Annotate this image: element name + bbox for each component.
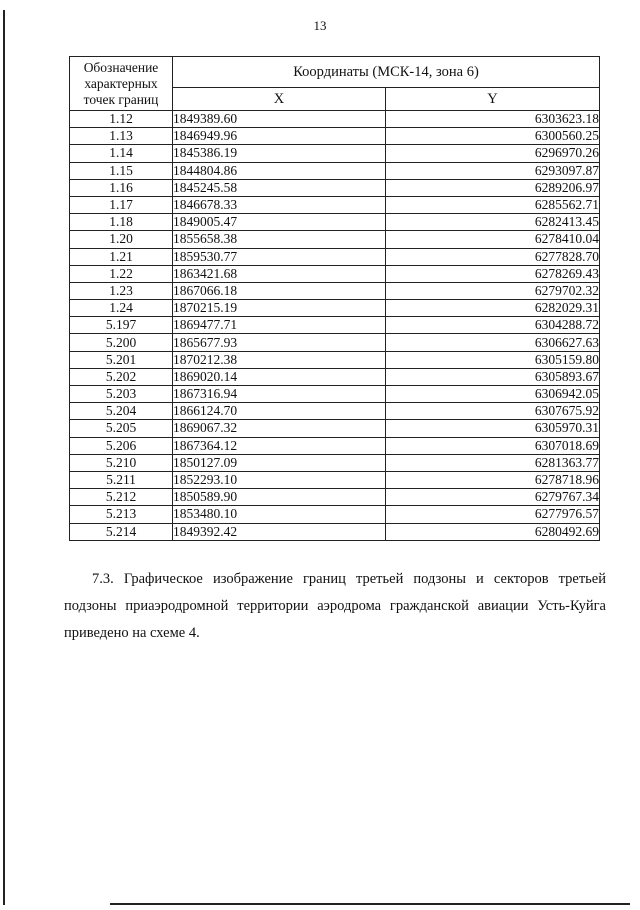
point-id-cell: 1.17 — [70, 196, 173, 213]
x-coordinate-cell: 1855658.38 — [173, 231, 386, 248]
y-coordinate-cell: 6307018.69 — [386, 437, 600, 454]
y-coordinate-cell: 6278269.43 — [386, 265, 600, 282]
table-row — [70, 420, 600, 437]
x-coordinate-cell: 1865677.93 — [173, 334, 386, 351]
point-id-cell: 1.24 — [70, 300, 173, 317]
y-coordinate-cell: 6280492.69 — [386, 523, 600, 540]
y-coordinate-cell: 6282029.31 — [386, 300, 600, 317]
point-id-cell: 5.203 — [70, 386, 173, 403]
point-id-cell: 1.18 — [70, 214, 173, 231]
table-row — [70, 489, 600, 506]
scan-edge-left — [3, 10, 5, 905]
x-coordinate-cell: 1850127.09 — [173, 454, 386, 471]
table-row — [70, 214, 600, 231]
x-coordinate-cell: 1869477.71 — [173, 317, 386, 334]
point-id-cell: 5.205 — [70, 420, 173, 437]
table-row — [70, 368, 600, 385]
y-coordinate-cell: 6300560.25 — [386, 128, 600, 145]
table-row — [70, 265, 600, 282]
x-coordinate-cell: 1867316.94 — [173, 386, 386, 403]
y-coordinate-cell: 6281363.77 — [386, 454, 600, 471]
y-coordinate-cell: 6279767.34 — [386, 489, 600, 506]
x-coordinate-cell: 1853480.10 — [173, 506, 386, 523]
y-coordinate-cell: 6278718.96 — [386, 471, 600, 488]
x-coordinate-cell: 1867364.12 — [173, 437, 386, 454]
y-coordinate-cell: 6307675.92 — [386, 403, 600, 420]
paragraph-continuation: подзоны приаэродромной территории аэродрома гражданской авиации Усть-Куйга приведено на схеме 4. — [64, 598, 606, 641]
x-coordinate-cell: 1869020.14 — [173, 368, 386, 385]
x-coordinate-cell: 1846949.96 — [173, 128, 386, 145]
y-coordinate-cell: 6303623.18 — [386, 111, 600, 128]
table-row — [70, 351, 600, 368]
table-row — [70, 128, 600, 145]
x-coordinate-cell: 1849005.47 — [173, 214, 386, 231]
y-coordinate-cell: 6282413.45 — [386, 214, 600, 231]
table-row — [70, 454, 600, 471]
y-coordinate-cell: 6293097.87 — [386, 162, 600, 179]
point-id-cell: 5.213 — [70, 506, 173, 523]
paragraph-line-1: 7.3. Графическое изображение границ третьей подзоны и секторов третьей — [92, 571, 606, 587]
table-row — [70, 317, 600, 334]
x-coordinate-cell: 1845245.58 — [173, 179, 386, 196]
y-coordinate-cell: 6289206.97 — [386, 179, 600, 196]
header-coordinates: Координаты (МСК-14, зона 6) — [173, 57, 600, 88]
point-id-cell: 1.21 — [70, 248, 173, 265]
point-id-cell: 1.12 — [70, 111, 173, 128]
point-id-cell: 5.197 — [70, 317, 173, 334]
point-id-cell: 5.206 — [70, 437, 173, 454]
table-row — [70, 523, 600, 540]
header-point-label: Обозначение характерных точек границ — [70, 57, 173, 111]
table-row — [70, 111, 600, 128]
y-coordinate-cell: 6305893.67 — [386, 368, 600, 385]
y-coordinate-cell: 6278410.04 — [386, 231, 600, 248]
table-row — [70, 506, 600, 523]
table-row — [70, 248, 600, 265]
table-row — [70, 437, 600, 454]
x-coordinate-cell: 1850589.90 — [173, 489, 386, 506]
y-coordinate-cell: 6305159.80 — [386, 351, 600, 368]
x-coordinate-cell: 1845386.19 — [173, 145, 386, 162]
table-row — [70, 334, 600, 351]
page-number: 13 — [313, 18, 327, 33]
point-id-cell: 1.20 — [70, 231, 173, 248]
x-coordinate-cell: 1867066.18 — [173, 282, 386, 299]
y-coordinate-cell: 6296970.26 — [386, 145, 600, 162]
table-row — [70, 403, 600, 420]
table-row — [70, 179, 600, 196]
x-coordinate-cell: 1849389.60 — [173, 111, 386, 128]
x-coordinate-cell: 1870212.38 — [173, 351, 386, 368]
y-coordinate-cell: 6285562.71 — [386, 196, 600, 213]
point-id-cell: 1.23 — [70, 282, 173, 299]
table-row — [70, 300, 600, 317]
table-row — [70, 231, 600, 248]
scan-edge-bottom — [110, 903, 630, 905]
point-id-cell: 5.212 — [70, 489, 173, 506]
point-id-cell: 5.210 — [70, 454, 173, 471]
y-coordinate-cell: 6279702.32 — [386, 282, 600, 299]
coordinates-table — [69, 56, 600, 541]
paragraph-first-line — [92, 566, 606, 593]
header-y: Y — [386, 88, 600, 111]
x-coordinate-cell: 1849392.42 — [173, 523, 386, 540]
y-coordinate-cell: 6305970.31 — [386, 420, 600, 437]
table-row — [70, 162, 600, 179]
table-row — [70, 282, 600, 299]
x-coordinate-cell: 1866124.70 — [173, 403, 386, 420]
x-coordinate-cell: 1863421.68 — [173, 265, 386, 282]
point-id-cell: 5.204 — [70, 403, 173, 420]
table-row — [70, 196, 600, 213]
y-coordinate-cell: 6277828.70 — [386, 248, 600, 265]
y-coordinate-cell: 6306627.63 — [386, 334, 600, 351]
y-coordinate-cell: 6306942.05 — [386, 386, 600, 403]
table-body — [70, 111, 600, 541]
x-coordinate-cell: 1859530.77 — [173, 248, 386, 265]
point-id-cell: 5.214 — [70, 523, 173, 540]
x-coordinate-cell: 1870215.19 — [173, 300, 386, 317]
x-coordinate-cell: 1869067.32 — [173, 420, 386, 437]
x-coordinate-cell: 1844804.86 — [173, 162, 386, 179]
point-id-cell: 1.15 — [70, 162, 173, 179]
y-coordinate-cell: 6304288.72 — [386, 317, 600, 334]
point-id-cell: 5.201 — [70, 351, 173, 368]
header-x: X — [173, 88, 386, 111]
point-id-cell: 1.14 — [70, 145, 173, 162]
table-row — [70, 471, 600, 488]
point-id-cell: 1.22 — [70, 265, 173, 282]
x-coordinate-cell: 1846678.33 — [173, 196, 386, 213]
x-coordinate-cell: 1852293.10 — [173, 471, 386, 488]
point-id-cell: 5.202 — [70, 368, 173, 385]
point-id-cell: 5.200 — [70, 334, 173, 351]
table-row — [70, 386, 600, 403]
point-id-cell: 5.211 — [70, 471, 173, 488]
y-coordinate-cell: 6277976.57 — [386, 506, 600, 523]
table-row — [70, 145, 600, 162]
point-id-cell: 1.13 — [70, 128, 173, 145]
point-id-cell: 1.16 — [70, 179, 173, 196]
